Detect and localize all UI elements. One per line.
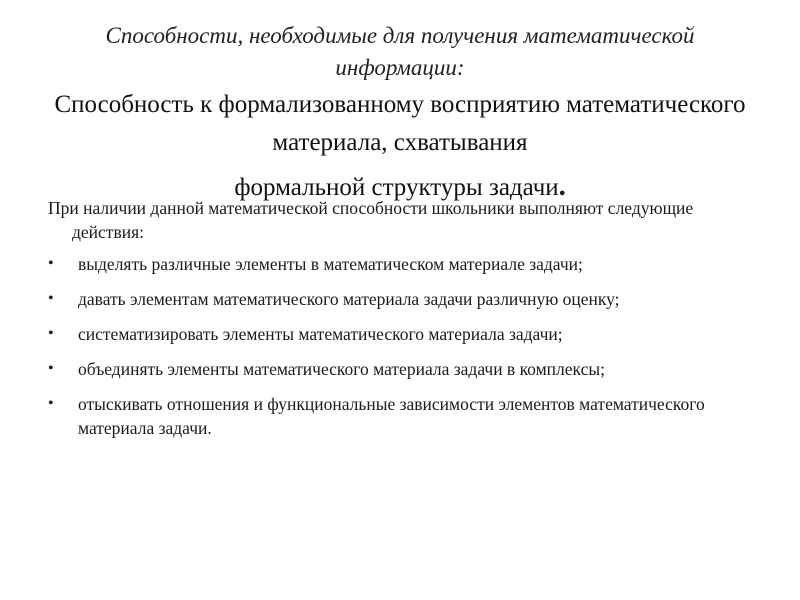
bullet-icon: • [48, 325, 54, 342]
list-item [48, 252, 728, 276]
action-list [48, 252, 728, 440]
list-item-text: выделять различные элементы в математическом материале задачи; [78, 254, 583, 274]
list-item-text: систематизировать элементы математического материала задачи; [78, 324, 563, 344]
slide-title [40, 20, 760, 207]
title-dot: . [558, 171, 566, 202]
list-item-text: объединять элементы математического материала задачи в комплексы; [78, 359, 605, 379]
slide-body [48, 196, 728, 451]
bullet-icon: • [48, 255, 54, 272]
intro-text: При наличии данной математической способности школьники выполняют следующие действия: [48, 198, 694, 242]
bullet-icon: • [48, 395, 54, 412]
bullet-icon: • [48, 290, 54, 307]
list-item [48, 392, 728, 440]
bullet-icon: • [48, 360, 54, 377]
list-item [48, 357, 728, 381]
title-main: Способность к формализованному восприятию математического материала, схватывания [54, 91, 746, 156]
list-item [48, 322, 728, 346]
list-item-text: давать элементам математического материала задачи различную оценку; [78, 289, 620, 309]
list-item-text: отыскивать отношения и функциональные зависимости элементов математического материала задачи. [78, 394, 705, 438]
title-last-text: формальной структуры задачи [234, 174, 559, 201]
list-item [48, 287, 728, 311]
title-italic: Способности, необходимые для получения математической информации: [105, 23, 695, 80]
